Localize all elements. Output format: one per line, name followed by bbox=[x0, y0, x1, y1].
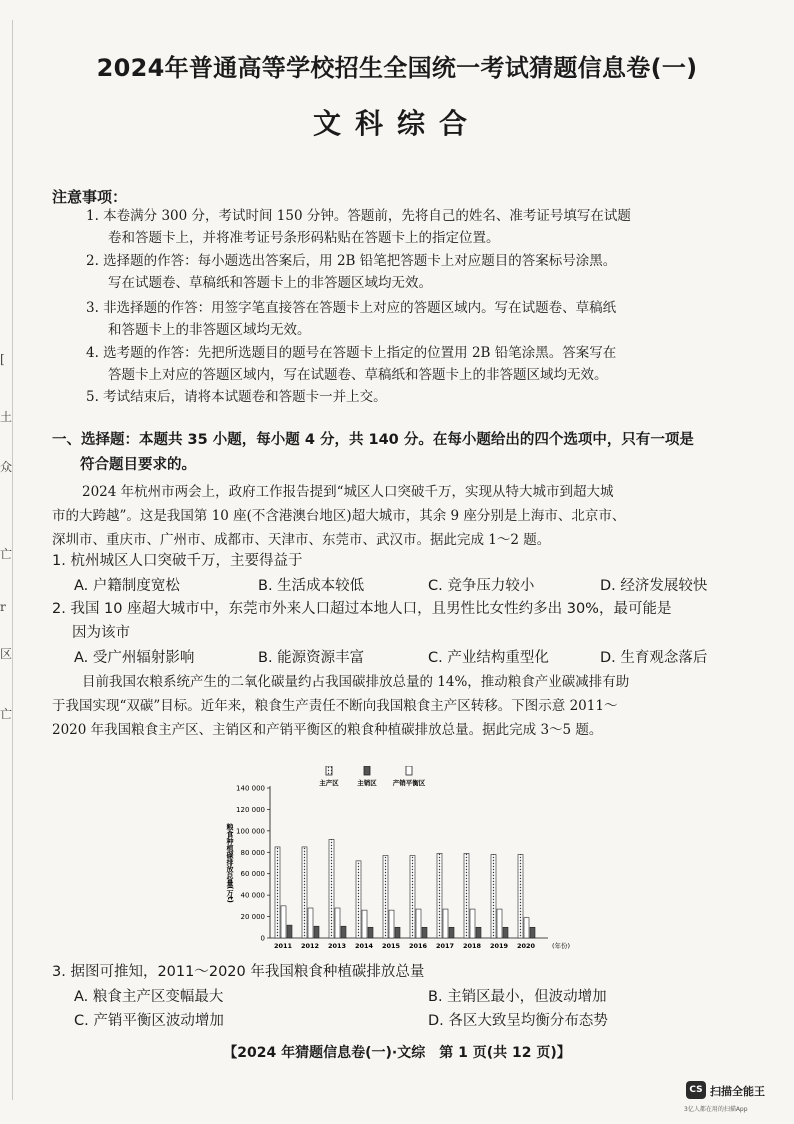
option-d: D. 各区大致呈均衡分布态势 bbox=[428, 1013, 608, 1029]
bar-main-producing bbox=[302, 847, 307, 938]
option-a: A. 受广州辐射影响 bbox=[74, 650, 195, 666]
subject-title: 文科综合 bbox=[312, 107, 481, 140]
notice-item bbox=[86, 205, 756, 249]
x-tick-label: 2011 bbox=[273, 942, 293, 950]
legend-label: 主销区 bbox=[357, 779, 377, 787]
scanner-watermark bbox=[680, 1076, 790, 1120]
y-tick-label: 40 000 bbox=[240, 891, 265, 900]
bar-balance bbox=[335, 908, 340, 938]
section-line: 符合题目要求的。 bbox=[80, 457, 196, 473]
margin-mark: 亡 bbox=[0, 547, 13, 561]
bar-main-producing bbox=[518, 854, 523, 938]
legend-label: 主产区 bbox=[319, 779, 339, 787]
bar-main-producing bbox=[410, 856, 415, 939]
bar-main-selling bbox=[530, 927, 535, 938]
option-c: C. 产业结构重型化 bbox=[428, 650, 549, 666]
notice-item bbox=[86, 297, 756, 341]
bar-main-selling bbox=[314, 926, 319, 938]
page-footer: 【2024 年猜题信息卷(一)·文综 第 1 页(共 12 页)】 bbox=[223, 1045, 571, 1061]
bar-balance bbox=[389, 910, 394, 938]
legend-swatch bbox=[326, 766, 332, 775]
question-2-stem bbox=[52, 597, 757, 645]
bar-main-selling bbox=[368, 927, 373, 938]
bar-main-selling bbox=[422, 927, 427, 938]
bar-balance bbox=[524, 918, 529, 938]
bar-main-producing bbox=[383, 856, 388, 939]
legend-label: 产销平衡区 bbox=[392, 779, 426, 787]
notice-line: 1. 本卷满分 300 分，考试时间 150 分钟。答题前，先将自己的姓名、准考证号填写在试题 bbox=[86, 208, 631, 224]
notice-line: 写在试题卷、草稿纸和答题卡上的非答题区域均无效。 bbox=[108, 275, 432, 291]
bar-main-producing bbox=[464, 853, 469, 938]
notice-line: 5. 考试结束后，请将本试题卷和答题卡一并上交。 bbox=[86, 389, 387, 405]
bar-main-producing bbox=[275, 847, 280, 938]
x-tick-label: 2017 bbox=[435, 942, 455, 950]
notice-line: 3. 非选择题的作答：用签字笔直接答在答题卡上对应的答题区域内。写在试题卷、草稿纸 bbox=[86, 300, 617, 316]
passage-line: 2020 年我国粮食主产区、主销区和产销平衡区的粮食种植碳排放总量。据此完成 3～5 题。 bbox=[52, 722, 603, 738]
x-tick-label: 2012 bbox=[300, 942, 320, 950]
section-heading bbox=[52, 428, 757, 478]
legend-swatch bbox=[406, 766, 412, 775]
carbon-emission-bar-chart bbox=[222, 766, 582, 958]
bar-main-producing bbox=[491, 854, 496, 938]
x-tick-label: 2020 bbox=[516, 942, 536, 950]
y-tick-label: 100 000 bbox=[236, 827, 265, 836]
margin-mark: 众 bbox=[0, 460, 13, 474]
scanner-app-name: 扫描全能王 bbox=[710, 1085, 765, 1098]
bar-balance bbox=[443, 909, 448, 938]
bar-balance bbox=[308, 908, 313, 938]
section-line: 一、选择题：本题共 35 小题，每小题 4 分，共 140 分。在每小题给出的四个选项中，只有一项是 bbox=[52, 432, 694, 448]
passage-hangzhou bbox=[52, 480, 757, 552]
bar-balance bbox=[416, 909, 421, 938]
notice-heading: 注意事项： bbox=[52, 188, 128, 206]
notice-item bbox=[86, 342, 756, 386]
notice-line: 2. 选择题的作答：每小题选出答案后，用 2B 铅笔把答题卡上对应题目的答案标号涂黑。 bbox=[86, 253, 617, 269]
notice-line: 答题卡上对应的答题区域内，写在试题卷、草稿纸和答题卡上的非答题区域均无效。 bbox=[108, 367, 608, 383]
exam-title: 2024年普通高等学校招生全国统一考试猜题信息卷(一) bbox=[96, 54, 698, 82]
margin-mark: 区 bbox=[0, 647, 13, 661]
x-tick-label: 2019 bbox=[489, 942, 509, 950]
x-axis-label: (年份) bbox=[552, 942, 571, 950]
bar-balance bbox=[470, 909, 475, 938]
option-b: B. 能源资源丰富 bbox=[258, 650, 365, 666]
x-tick-label: 2018 bbox=[462, 942, 482, 950]
y-tick-label: 0 bbox=[260, 934, 265, 943]
option-c: C. 竞争压力较小 bbox=[428, 578, 535, 594]
bar-main-selling bbox=[395, 927, 400, 938]
y-tick-label: 60 000 bbox=[240, 870, 265, 879]
bar-balance bbox=[281, 906, 286, 938]
option-d: D. 生育观念落后 bbox=[600, 650, 708, 666]
passage-line: 深圳市、重庆市、广州市、成都市、天津市、东莞市、武汉市。据此完成 1～2 题。 bbox=[52, 532, 551, 548]
option-a: A. 户籍制度宽松 bbox=[74, 578, 180, 594]
bar-main-selling bbox=[341, 926, 346, 938]
passage-line: 于我国实现“双碳”目标。近年来，粮食生产责任不断向我国粮食主产区转移。下图示意 2011～ bbox=[52, 698, 618, 714]
passage-line: 目前我国农粮系统产生的二氧化碳量约占我国碳排放总量的 14%，推动粮食产业碳减排有助 bbox=[82, 674, 630, 690]
bar-main-producing bbox=[437, 853, 442, 938]
margin-mark: 土 bbox=[0, 410, 13, 424]
bar-main-selling bbox=[476, 927, 481, 938]
y-axis-label: 粮食种植碳排放总量(万t) bbox=[226, 823, 234, 903]
x-tick-label: 2014 bbox=[354, 942, 374, 950]
bar-main-producing bbox=[329, 839, 334, 938]
bar-main-selling bbox=[449, 927, 454, 938]
question-1-stem: 1. 杭州城区人口突破千万，主要得益于 bbox=[52, 553, 303, 569]
camscanner-logo-icon: CS bbox=[686, 1081, 706, 1099]
passage-carbon bbox=[52, 670, 757, 742]
option-b: B. 生活成本较低 bbox=[258, 578, 365, 594]
notice-line: 卷和答题卡上，并将准考证号条形码粘贴在答题卡上的指定位置。 bbox=[108, 230, 500, 246]
margin-mark: 亡 bbox=[0, 707, 13, 721]
scanner-tagline: 3亿人都在用的扫描App bbox=[684, 1106, 748, 1113]
option-a: A. 粮食主产区变幅最大 bbox=[74, 989, 224, 1005]
y-tick-label: 20 000 bbox=[240, 913, 265, 922]
option-b: B. 主销区最小，但波动增加 bbox=[428, 989, 607, 1005]
notice-item bbox=[86, 250, 756, 294]
y-tick-label: 120 000 bbox=[236, 805, 265, 814]
bar-main-selling bbox=[503, 927, 508, 938]
question-line: 2. 我国 10 座超大城市中，东莞市外来人口超过本地人口，且男性比女性约多出 30%，最可能是 bbox=[52, 601, 672, 617]
bar-balance bbox=[497, 909, 502, 938]
x-tick-label: 2015 bbox=[381, 942, 401, 950]
bar-main-selling bbox=[287, 925, 292, 938]
option-d: D. 经济发展较快 bbox=[600, 578, 708, 594]
notice-line: 4. 选考题的作答：先把所选题目的题号在答题卡上指定的位置用 2B 铅笔涂黑。答案写在 bbox=[86, 345, 617, 361]
margin-mark: [ bbox=[0, 352, 5, 366]
y-tick-label: 140 000 bbox=[236, 784, 265, 793]
margin-fold-line bbox=[12, 20, 13, 1100]
bar-balance bbox=[362, 910, 367, 938]
question-line: 因为该市 bbox=[72, 625, 130, 641]
notice-item bbox=[86, 386, 756, 408]
passage-line: 2024 年杭州市两会上，政府工作报告提到“城区人口突破千万，实现从特大城市到超大城 bbox=[82, 484, 614, 500]
margin-mark: r bbox=[0, 600, 6, 614]
y-tick-label: 80 000 bbox=[240, 848, 265, 857]
bar-main-producing bbox=[356, 861, 361, 938]
legend-swatch bbox=[364, 766, 370, 775]
passage-line: 市的大跨越”。这是我国第 10 座(不含港澳台地区)超大城市，其余 9 座分别是上海市、北京市、 bbox=[52, 508, 626, 524]
option-c: C. 产销平衡区波动增加 bbox=[74, 1013, 224, 1029]
question-3-stem: 3. 据图可推知，2011～2020 年我国粮食种植碳排放总量 bbox=[52, 964, 425, 980]
x-tick-label: 2016 bbox=[408, 942, 428, 950]
x-tick-label: 2013 bbox=[327, 942, 347, 950]
binding-margin bbox=[0, 0, 30, 1124]
notice-line: 和答题卡上的非答题区域均无效。 bbox=[108, 322, 311, 338]
